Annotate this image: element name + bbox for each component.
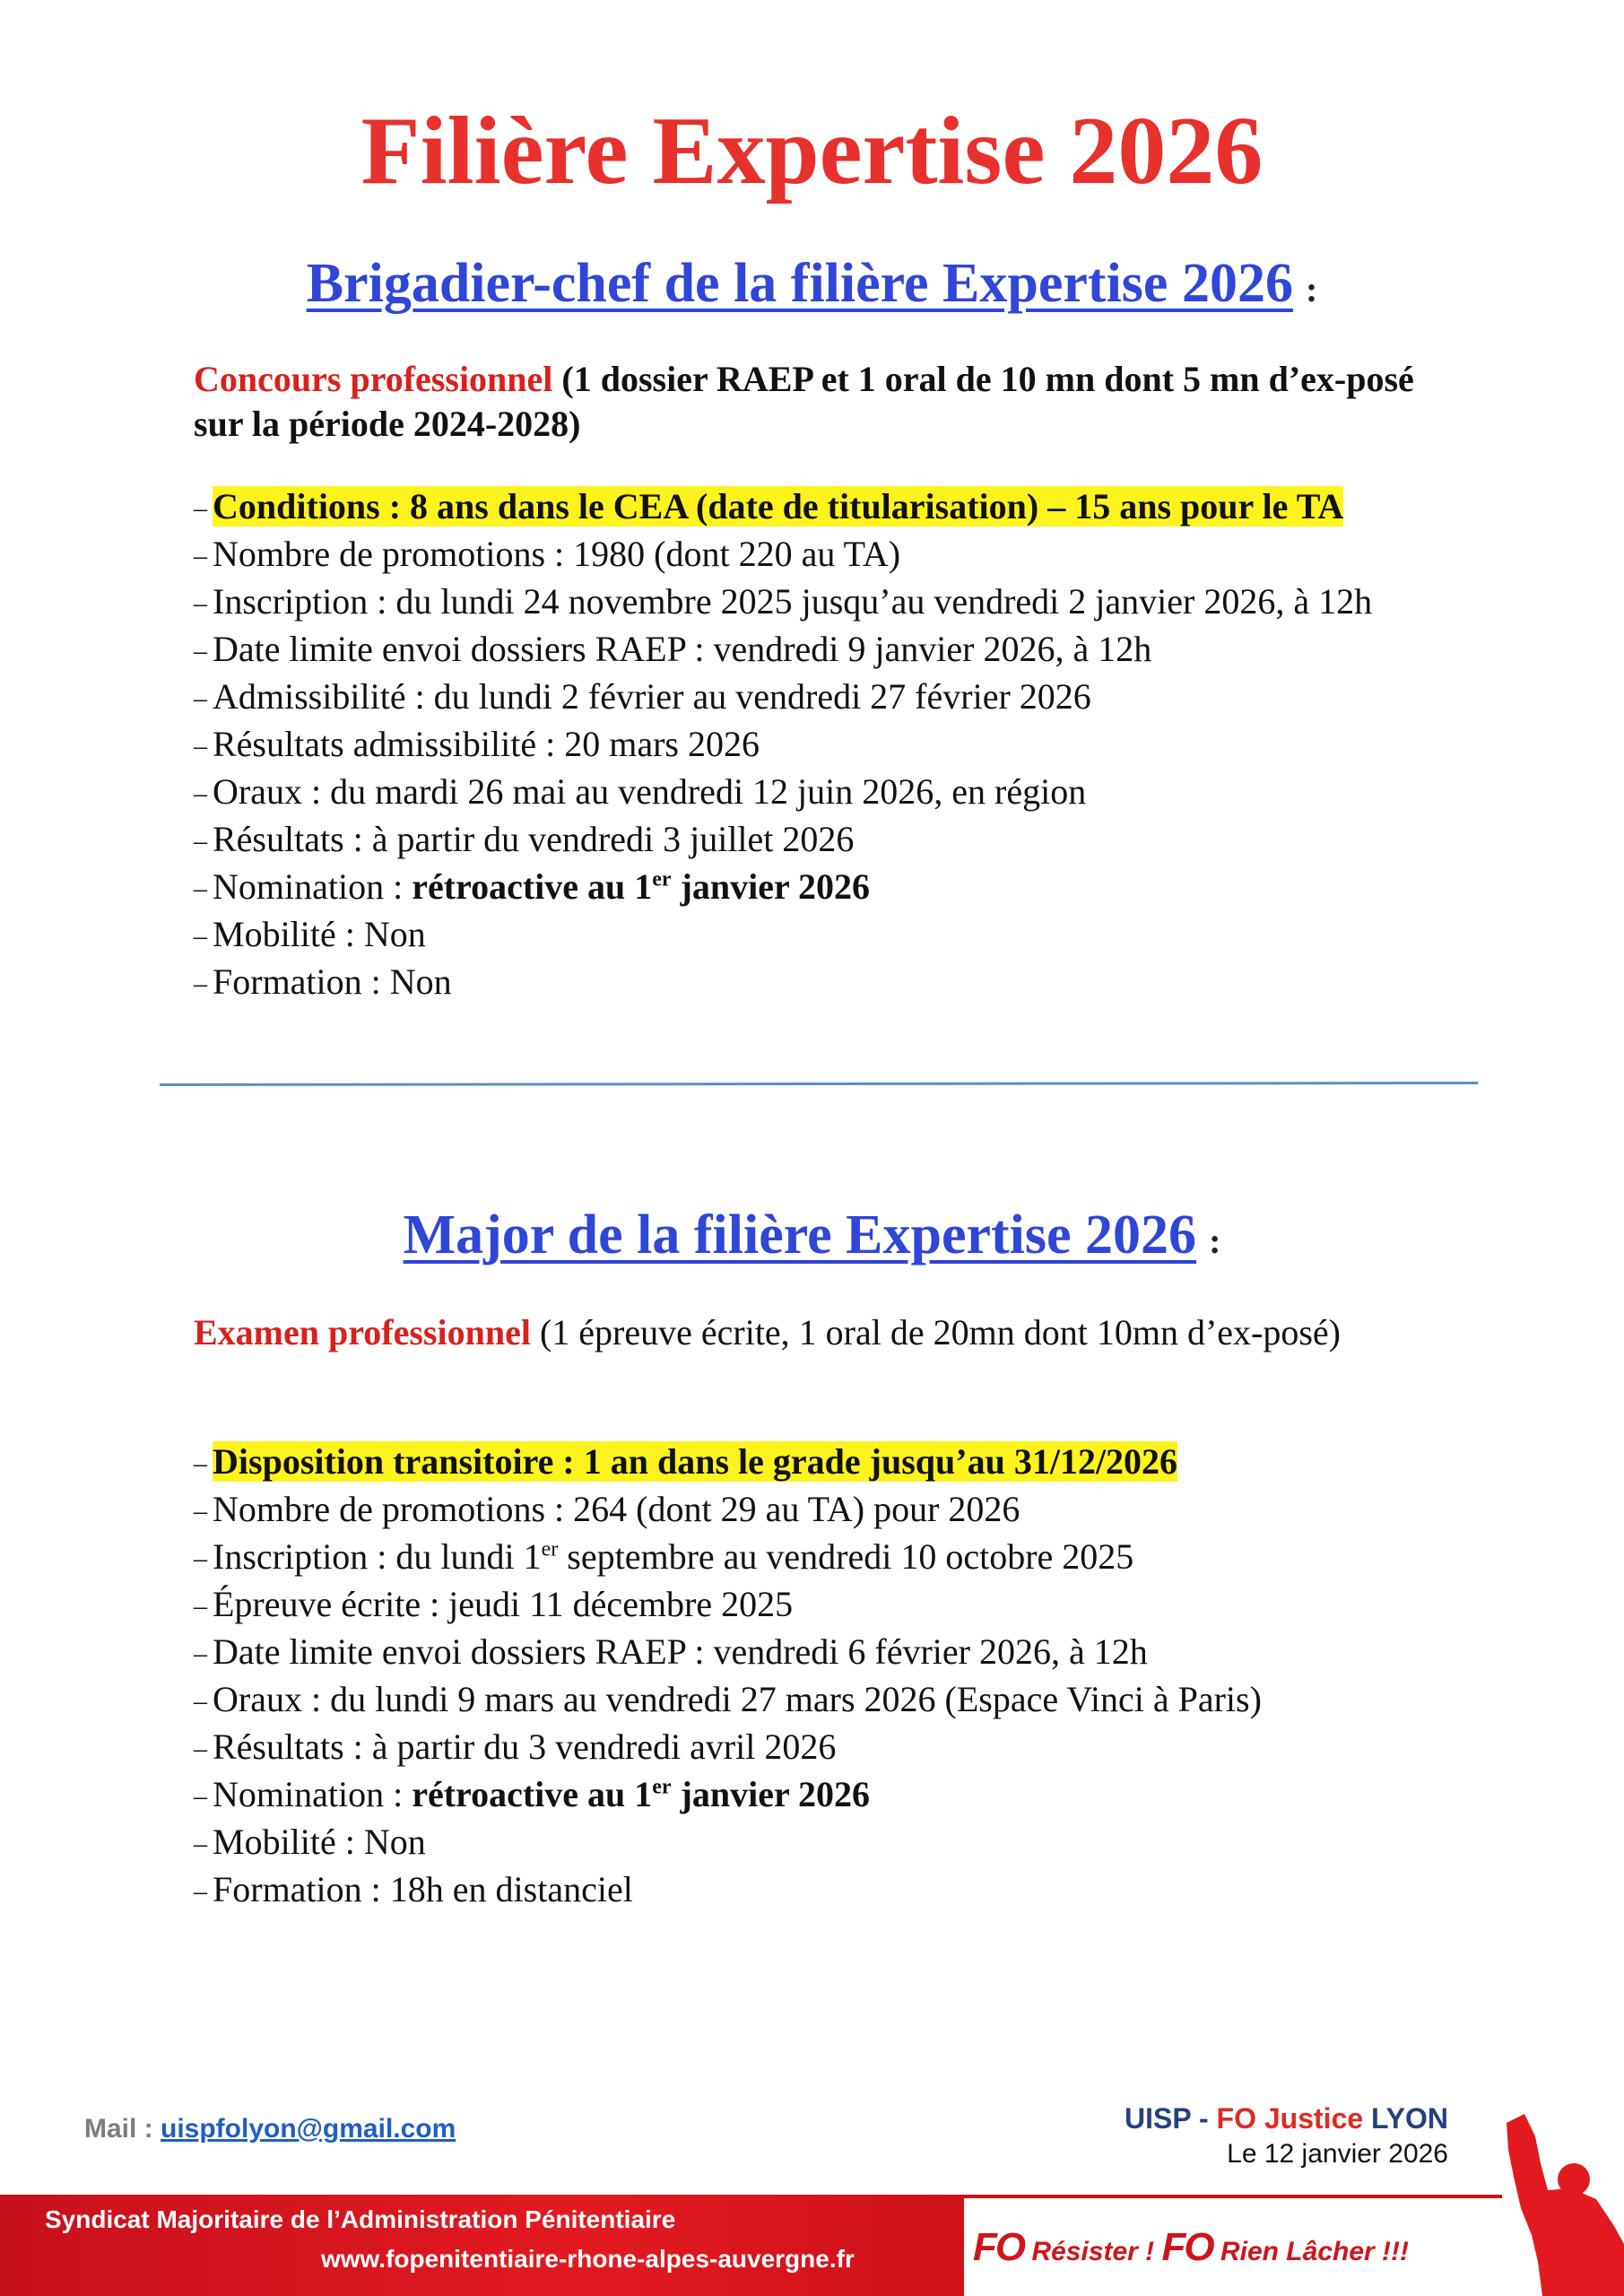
section-title-text: Brigadier-chef de la filière Expertise 2026	[306, 253, 1293, 314]
organization-block	[1125, 2100, 1448, 2172]
list-item-text: Nombre de promotions : 264 (dont 29 au TA) pour 2026	[213, 1489, 1020, 1529]
list-item: – Date limite envoi dossiers RAEP : vendredi 6 février 2026, à 12h	[194, 1631, 1148, 1672]
list-item-text: Oraux : du lundi 9 mars au vendredi 27 mars 2026 (Espace Vinci à Paris)	[213, 1679, 1262, 1719]
intro-lead: Concours professionnel	[194, 359, 553, 399]
intro-lead: Examen professionnel	[194, 1312, 531, 1352]
section-intro	[194, 1310, 1440, 1355]
contact-mail	[84, 2114, 456, 2144]
list-item: – Nombre de promotions : 1980 (dont 220 au TA)	[194, 534, 901, 574]
list-item: – Formation : Non	[194, 961, 452, 1002]
inscription-text-a: Inscription : du lundi 1	[213, 1536, 542, 1577]
list-item-text: Mobilité : Non	[213, 1822, 426, 1862]
list-item-text: Inscription : du lundi 24 novembre 2025 jusqu’au vendredi 2 janvier 2026, à 12h	[213, 581, 1373, 622]
list-item-inscription: – Inscription : du lundi 1er septembre au vendredi 10 octobre 2025	[194, 1536, 1134, 1577]
list-item: – Date limite envoi dossiers RAEP : vendredi 9 janvier 2026, à 12h	[194, 629, 1152, 669]
nomination-label: Nomination :	[213, 866, 413, 907]
list-item: – Nombre de promotions : 264 (dont 29 au TA) pour 2026	[194, 1489, 1020, 1529]
list-item: – Inscription : du lundi 24 novembre 2025 jusqu’au vendredi 2 janvier 2026, à 12h	[194, 581, 1373, 622]
intro-rest: (1 épreuve écrite, 1 oral de 20mn dont 10mn d’ex-posé)	[530, 1312, 1341, 1352]
details-list	[194, 484, 1449, 1007]
list-item: – Résultats : à partir du 3 vendredi avril 2026	[194, 1726, 837, 1767]
nomination-label: Nomination :	[213, 1774, 413, 1814]
section-title-major	[0, 1205, 1624, 1265]
list-item-text: Nombre de promotions : 1980 (dont 220 au TA)	[213, 534, 901, 574]
footer-banner	[0, 2195, 964, 2296]
organization-name: UISP - FO Justice LYON	[1125, 2102, 1448, 2135]
list-item-text: Résultats admissibilité : 20 mars 2026	[213, 724, 760, 764]
list-item: – Résultats admissibilité : 20 mars 2026	[194, 724, 760, 764]
list-item-nomination: – Nomination : rétroactive au 1er janvier 2026	[194, 1774, 871, 1814]
list-item-text: Oraux : du mardi 26 mai au vendredi 12 juin 2026, en région	[213, 771, 1087, 812]
intro-rest: (1 dossier RAEP et 1 oral de 10 mn dont 5 mn d’ex-posé sur la période 2024-2028)	[194, 359, 1414, 444]
list-item: – Mobilité : Non	[194, 914, 426, 954]
raised-fist-logo-icon	[1489, 2109, 1624, 2296]
nomination-value: rétroactive au 1er janvier 2026	[412, 866, 871, 907]
page-title: Filière Expertise 2026	[360, 98, 1264, 204]
section-title-brigadier-chef	[0, 253, 1624, 314]
footer-website[interactable]: www.fopenitentiaire-rhone-alpes-auvergne.fr	[321, 2245, 855, 2273]
list-item-text: Formation : Non	[213, 961, 452, 1002]
list-item-text: Date limite envoi dossiers RAEP : vendredi 6 février 2026, à 12h	[213, 1631, 1148, 1672]
list-item: – Formation : 18h en distanciel	[194, 1869, 633, 1909]
list-item-text: Épreuve écrite : jeudi 11 décembre 2025	[213, 1584, 794, 1624]
list-item-text: Date limite envoi dossiers RAEP : vendredi 9 janvier 2026, à 12h	[213, 629, 1152, 669]
highlight-text: Disposition transitoire : 1 an dans le grade jusqu’au 31/12/2026	[213, 1441, 1178, 1482]
list-item-text: Admissibilité : du lundi 2 février au vendredi 27 février 2026	[213, 676, 1091, 717]
mail-label: Mail :	[84, 2114, 161, 2144]
section-divider	[160, 1082, 1478, 1086]
inscription-sup: er	[541, 1537, 559, 1561]
section-title-colon: :	[1209, 1221, 1221, 1261]
mail-link[interactable]: uispfolyon@gmail.com	[161, 2114, 456, 2144]
footer-union-text: Syndicat Majoritaire de l’Administration Pénitentiaire	[45, 2205, 676, 2233]
highlight-text: Conditions : 8 ans dans le CEA (date de titularisation) – 15 ans pour le TA	[213, 486, 1344, 526]
list-item-text: Formation : 18h en distanciel	[213, 1869, 633, 1909]
document-date: Le 12 janvier 2026	[1227, 2139, 1448, 2169]
list-item: – Admissibilité : du lundi 2 février au vendredi 27 février 2026	[194, 676, 1091, 717]
list-item-nomination: – Nomination : rétroactive au 1er janvier 2026	[194, 866, 871, 907]
slogan-text: FO Résister ! FO Rien Lâcher !!!	[973, 2225, 1409, 2269]
inscription-text-b: septembre au vendredi 10 octobre 2025	[558, 1536, 1134, 1577]
footer-slogan	[964, 2195, 1502, 2296]
details-list	[194, 1439, 1449, 1915]
list-item: – Oraux : du mardi 26 mai au vendredi 12 juin 2026, en région	[194, 771, 1087, 812]
list-item: – Oraux : du lundi 9 mars au vendredi 27 mars 2026 (Espace Vinci à Paris)	[194, 1679, 1262, 1719]
list-item: – Épreuve écrite : jeudi 11 décembre 2025	[194, 1584, 794, 1624]
list-item-highlight: – Disposition transitoire : 1 an dans le grade jusqu’au 31/12/2026	[194, 1441, 1178, 1482]
section-title-text: Major de la filière Expertise 2026	[403, 1205, 1197, 1265]
nomination-value: rétroactive au 1er janvier 2026	[412, 1774, 871, 1814]
list-item: – Mobilité : Non	[194, 1822, 426, 1862]
section-title-colon: :	[1305, 269, 1318, 309]
list-item: – Résultats : à partir du vendredi 3 juillet 2026	[194, 819, 855, 859]
section-intro	[194, 357, 1440, 447]
list-item-highlight: – Conditions : 8 ans dans le CEA (date de titularisation) – 15 ans pour le TA	[194, 486, 1344, 526]
list-item-text: Résultats : à partir du vendredi 3 juillet 2026	[213, 819, 855, 859]
list-item-text: Résultats : à partir du 3 vendredi avril 2026	[213, 1726, 837, 1767]
list-item-text: Mobilité : Non	[213, 914, 426, 954]
